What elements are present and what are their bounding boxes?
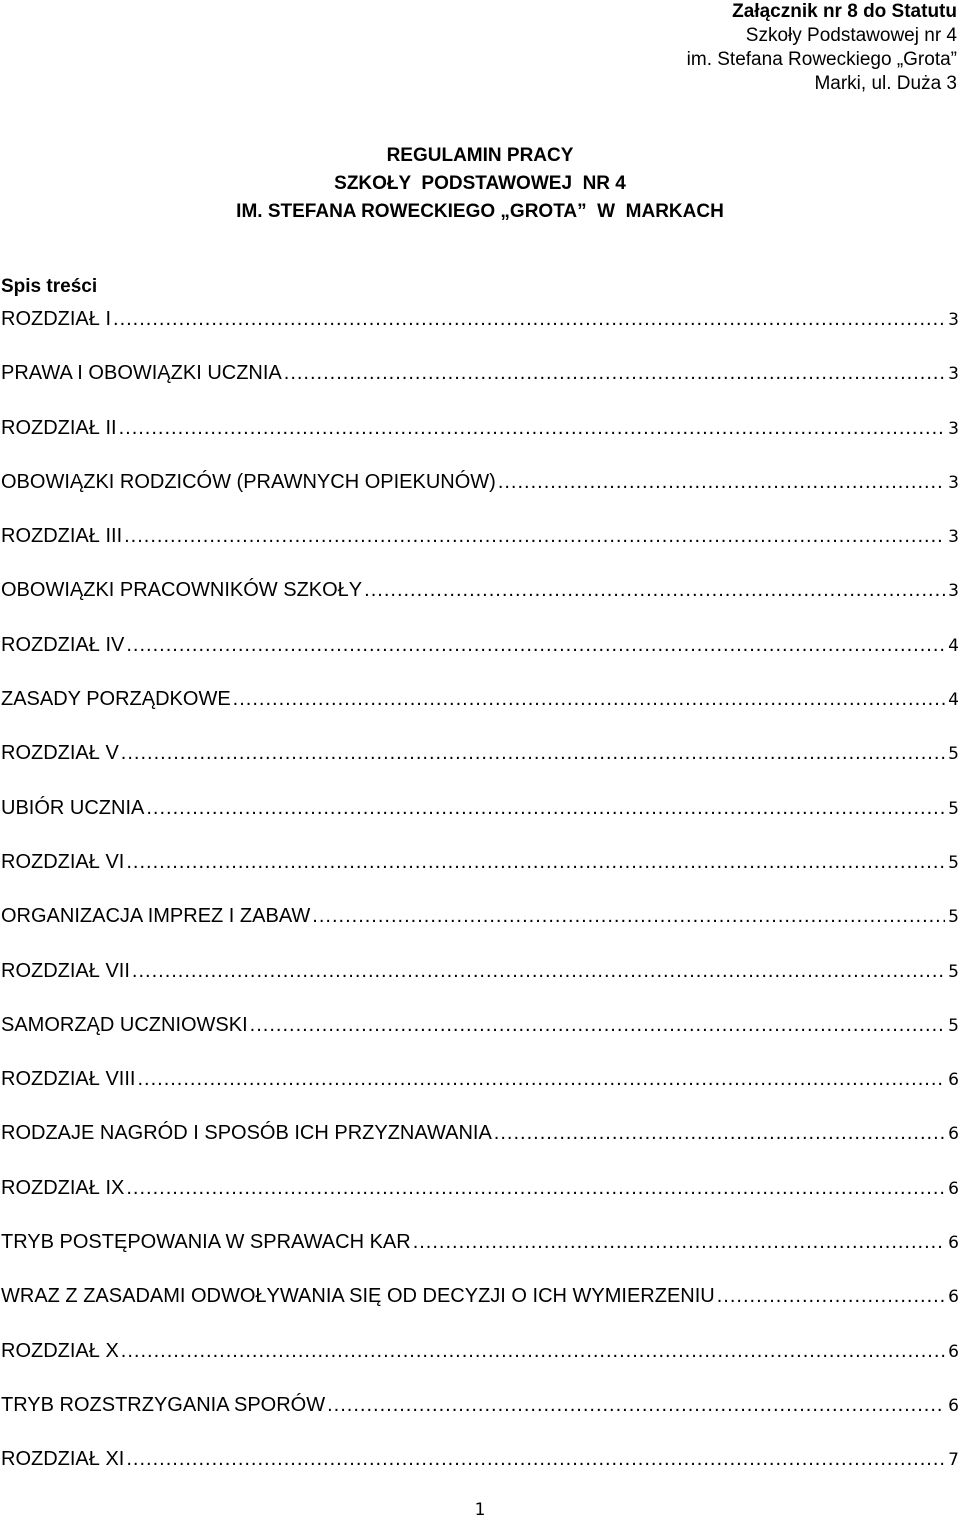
toc-leader-dots bbox=[126, 1444, 945, 1474]
toc-entry[interactable] bbox=[1, 793, 959, 847]
toc-entry-page[interactable]: 4 bbox=[948, 635, 959, 656]
toc-entry[interactable] bbox=[1, 1390, 959, 1444]
toc-heading: Spis treści bbox=[1, 276, 98, 297]
toc-leader-dots bbox=[126, 1173, 945, 1203]
toc-entry[interactable] bbox=[1, 1281, 959, 1335]
toc-entry-page[interactable]: 6 bbox=[948, 1070, 959, 1091]
toc-entry-page[interactable]: 3 bbox=[948, 581, 959, 602]
toc-entry-page[interactable]: 6 bbox=[948, 1287, 959, 1308]
toc-entry-page[interactable]: 5 bbox=[948, 744, 959, 765]
toc-entry-page[interactable]: 5 bbox=[948, 852, 959, 873]
toc-entry-page[interactable]: 4 bbox=[948, 690, 959, 711]
toc-entry[interactable] bbox=[1, 1227, 959, 1281]
toc-leader-dots bbox=[113, 304, 945, 334]
toc-leader-dots bbox=[413, 1227, 945, 1257]
toc-entry-label[interactable]: RODZAJE NAGRÓD I SPOSÓB ICH PRZYZNAWANIA bbox=[1, 1122, 492, 1145]
toc-entry[interactable] bbox=[1, 847, 959, 901]
toc-entry-page[interactable]: 3 bbox=[948, 364, 959, 385]
toc-entry-page[interactable]: 6 bbox=[948, 1341, 959, 1362]
attachment-line-1: Załącznik nr 8 do Statutu bbox=[732, 1, 957, 22]
toc-leader-dots bbox=[121, 738, 945, 768]
toc-leader-dots bbox=[132, 956, 945, 986]
toc-entry-page[interactable]: 7 bbox=[948, 1450, 959, 1471]
toc-entry-label[interactable]: WRAZ Z ZASADAMI ODWOŁYWANIA SIĘ OD DECYZJI O ICH WYMIERZENIU bbox=[1, 1285, 715, 1308]
toc-entry[interactable] bbox=[1, 956, 959, 1010]
toc-entry-label[interactable]: ROZDZIAŁ XI bbox=[1, 1448, 125, 1471]
toc-entry-label[interactable]: ORGANIZACJA IMPREZ I ZABAW bbox=[1, 905, 311, 928]
toc-entry-label[interactable]: TRYB POSTĘPOWANIA W SPRAWACH KAR bbox=[1, 1231, 411, 1254]
attachment-line-4: Marki, ul. Duża 3 bbox=[814, 73, 957, 94]
page-number: 1 bbox=[474, 1500, 486, 1520]
attachment-line-3: im. Stefana Roweckiego „Grota” bbox=[686, 49, 957, 70]
toc-leader-dots bbox=[233, 684, 946, 714]
toc-leader-dots bbox=[250, 1010, 946, 1040]
toc-entry[interactable] bbox=[1, 1118, 959, 1172]
toc-leader-dots bbox=[124, 521, 945, 551]
toc-entry[interactable] bbox=[1, 358, 959, 412]
toc-entry-label[interactable]: UBIÓR UCZNIA bbox=[1, 796, 145, 819]
toc-leader-dots bbox=[284, 358, 945, 388]
attachment-line-2: Szkoły Podstawowej nr 4 bbox=[745, 25, 957, 46]
toc-entry[interactable] bbox=[1, 467, 959, 521]
toc-entry[interactable] bbox=[1, 738, 959, 792]
toc-entry[interactable] bbox=[1, 1336, 959, 1390]
toc-entry-page[interactable]: 6 bbox=[948, 1124, 959, 1145]
toc-leader-dots bbox=[717, 1281, 945, 1311]
toc-entry-label[interactable]: ROZDZIAŁ IV bbox=[1, 633, 125, 656]
toc-entry-page[interactable]: 6 bbox=[948, 1233, 959, 1254]
toc-entry-page[interactable]: 5 bbox=[948, 1015, 959, 1036]
toc-leader-dots bbox=[312, 901, 945, 931]
toc-entry[interactable] bbox=[1, 901, 959, 955]
toc-entry-label[interactable]: TRYB ROZSTRZYGANIA SPORÓW bbox=[1, 1393, 326, 1416]
toc-entry[interactable] bbox=[1, 1173, 959, 1227]
toc-leader-dots bbox=[498, 467, 945, 497]
toc-entry[interactable] bbox=[1, 304, 959, 358]
document-title bbox=[0, 142, 960, 226]
toc-entry-page[interactable]: 5 bbox=[948, 798, 959, 819]
attachment-note bbox=[687, 0, 957, 96]
toc-entry-label[interactable]: ZASADY PORZĄDKOWE bbox=[1, 688, 231, 711]
toc-leader-dots bbox=[137, 1064, 945, 1094]
toc-entry-label[interactable]: ROZDZIAŁ IX bbox=[1, 1176, 125, 1199]
title-line-3: IM. STEFANA ROWECKIEGO „GROTA” W MARKACH bbox=[236, 201, 724, 222]
toc-entry[interactable] bbox=[1, 1010, 959, 1064]
toc-entry-page[interactable]: 3 bbox=[948, 418, 959, 439]
toc-entry-label[interactable]: ROZDZIAŁ VII bbox=[1, 959, 130, 982]
toc-leader-dots bbox=[146, 793, 945, 823]
toc-entry-label[interactable]: PRAWA I OBOWIĄZKI UCZNIA bbox=[1, 362, 282, 385]
toc-entry-page[interactable]: 6 bbox=[948, 1395, 959, 1416]
toc-leader-dots bbox=[121, 1336, 945, 1366]
toc-leader-dots bbox=[119, 413, 946, 443]
toc-entry-page[interactable]: 6 bbox=[948, 1178, 959, 1199]
toc-entry[interactable] bbox=[1, 1064, 959, 1118]
toc-entry-label[interactable]: ROZDZIAŁ VIII bbox=[1, 1068, 136, 1091]
toc-entry-label[interactable]: ROZDZIAŁ X bbox=[1, 1339, 119, 1362]
toc-entry[interactable] bbox=[1, 521, 959, 575]
toc-entry-label[interactable]: SAMORZĄD UCZNIOWSKI bbox=[1, 1013, 248, 1036]
toc-entry[interactable] bbox=[1, 684, 959, 738]
toc-entry-page[interactable]: 3 bbox=[948, 310, 959, 330]
toc-entry-page[interactable]: 5 bbox=[948, 907, 959, 928]
toc-entry-page[interactable]: 3 bbox=[948, 472, 959, 493]
title-line-1: REGULAMIN PRACY bbox=[386, 145, 574, 166]
title-line-2: SZKOŁY PODSTAWOWEJ NR 4 bbox=[334, 173, 626, 194]
toc-leader-dots bbox=[327, 1390, 945, 1420]
toc-entry-label[interactable]: ROZDZIAŁ II bbox=[1, 416, 117, 439]
toc-entry[interactable] bbox=[1, 575, 959, 629]
toc-entry[interactable] bbox=[1, 1444, 959, 1498]
table-of-contents bbox=[1, 304, 959, 1499]
toc-entry-label[interactable]: ROZDZIAŁ V bbox=[1, 742, 119, 765]
toc-leader-dots bbox=[494, 1118, 945, 1148]
toc-leader-dots bbox=[364, 575, 945, 605]
toc-entry-page[interactable]: 3 bbox=[948, 527, 959, 548]
toc-entry-label[interactable]: OBOWIĄZKI PRACOWNIKÓW SZKOŁY bbox=[1, 579, 363, 602]
toc-leader-dots bbox=[126, 847, 945, 877]
toc-entry-label[interactable]: ROZDZIAŁ III bbox=[1, 525, 123, 548]
toc-entry-label[interactable]: ROZDZIAŁ VI bbox=[1, 850, 125, 873]
toc-entry-label[interactable]: OBOWIĄZKI RODZICÓW (PRAWNYCH OPIEKUNÓW) bbox=[1, 470, 496, 493]
toc-entry-label[interactable]: ROZDZIAŁ I bbox=[1, 308, 112, 330]
toc-entry-page[interactable]: 5 bbox=[948, 961, 959, 982]
toc-entry[interactable] bbox=[1, 413, 959, 467]
toc-entry[interactable] bbox=[1, 630, 959, 684]
toc-leader-dots bbox=[126, 630, 945, 660]
